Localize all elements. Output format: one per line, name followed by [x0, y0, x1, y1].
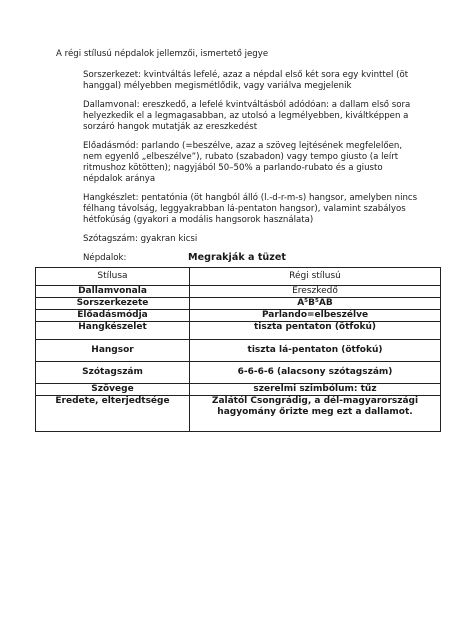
- table-row: [36, 310, 441, 322]
- table-header-cell: Stílusa: [36, 268, 190, 286]
- row-label: Eredete, elterjedtsége: [36, 396, 190, 432]
- feature-dallamvonal: Dallamvonal: ereszkedő, a lefelé kvintváltásból adódóan: a dallam első sora helyezkedik el a legmagasabban, az utolsó a legmélyebben, kiváltképpen a sorzáró hangok mutatják az ereszkedést: [83, 100, 411, 132]
- row-value: szerelmi szimbólum: tűz: [190, 384, 441, 396]
- feature-nepdalok: Népdalok:: [83, 253, 127, 263]
- table-row: [36, 298, 441, 310]
- table-header-row: [36, 268, 441, 286]
- table-row: [36, 322, 441, 340]
- table-row: [36, 340, 441, 362]
- feature-hangkeszlet: Hangkészlet: pentatónia (öt hangból álló (l.-d-r-m-s) hangsor, amelyben nincs félhang távolság, leggyakrabban lá-pentaton hangsor), valamint szabályos hétfokúság (gyakori a modális hangsorok használata): [83, 193, 418, 225]
- row-label: Előadásmódja: [36, 310, 190, 322]
- feature-list: [83, 70, 418, 272]
- row-value: Ereszkedő: [190, 286, 441, 298]
- feature-szotagszam: Szótagszám: gyakran kicsi: [83, 234, 198, 244]
- song-analysis-table: [35, 267, 441, 432]
- row-label: Sorszerkezete: [36, 298, 190, 310]
- table-row: [36, 384, 441, 396]
- row-label: Hangsor: [36, 340, 190, 362]
- section-heading: A régi stílusú népdalok jellemzői, ismertető jegye: [56, 49, 269, 59]
- row-value: Parlando=elbeszélve: [190, 310, 441, 322]
- row-label: Szövege: [36, 384, 190, 396]
- row-label: Szótagszám: [36, 362, 190, 384]
- table-row: [36, 362, 441, 384]
- row-value: tiszta lá-pentaton (ötfokú): [190, 340, 441, 362]
- row-label: Dallamvonala: [36, 286, 190, 298]
- row-label: Hangkészelet: [36, 322, 190, 340]
- row-value: A⁵B⁵AB: [190, 298, 441, 310]
- row-value: Zalától Csongrádig, a dél-magyarországi hagyomány őrizte meg ezt a dallamot.: [190, 396, 441, 432]
- feature-eloadasmod: Előadásmód: parlando (=beszélve, azaz a szöveg lejtésének megfelelően, nem egyenlő „elbeszélve”), rubato (szabadon) vagy tempo giusto (a leírt ritmushoz kötötten); nagyjából 50–50% a parlando-rubato és a giusto népdalok aránya: [83, 141, 403, 184]
- table-row: [36, 396, 441, 432]
- row-value: tiszta pentaton (ötfokú): [190, 322, 441, 340]
- table-header-cell: Régi stílusú: [190, 268, 441, 286]
- feature-sorszerkezet: Sorszerkezet: kvintváltás lefelé, azaz a népdal első két sora egy kvinttel (öt hanggal) mélyebben megismétlődik, vagy variálva megjelenik: [83, 70, 409, 91]
- table-caption: Megrakják a tüzet: [188, 252, 286, 263]
- table-row: [36, 286, 441, 298]
- row-value: 6-6-6-6 (alacsony szótagszám): [190, 362, 441, 384]
